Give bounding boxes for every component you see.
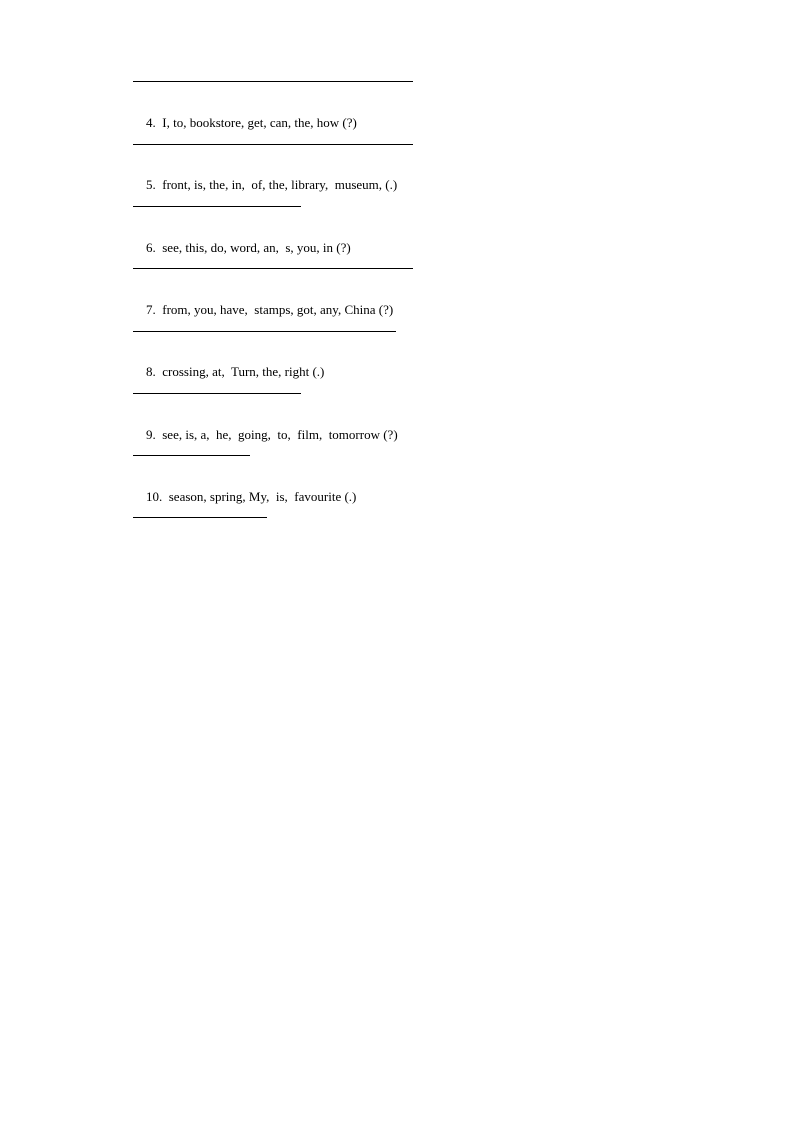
question-words: see, this, do, word, an, s, you, in (?) xyxy=(162,240,351,255)
answer-line-5[interactable] xyxy=(133,206,301,207)
question-words: season, spring, My, is, favourite (.) xyxy=(168,489,357,504)
question-separator: . xyxy=(152,427,163,442)
answer-line-7[interactable] xyxy=(133,331,396,332)
question-number: 5 xyxy=(146,177,153,192)
question-8 xyxy=(133,348,324,396)
question-separator: . xyxy=(152,302,163,317)
question-6 xyxy=(133,224,351,272)
answer-line-10[interactable] xyxy=(133,517,267,518)
question-5 xyxy=(133,161,397,209)
question-number: 9 xyxy=(146,427,153,442)
question-7 xyxy=(133,286,393,334)
question-9 xyxy=(133,411,398,459)
question-number: 6 xyxy=(146,240,153,255)
question-words: crossing, at, Turn, the, right (.) xyxy=(162,364,325,379)
answer-line-6[interactable] xyxy=(133,268,413,269)
question-separator: . xyxy=(152,115,163,130)
answer-line-8[interactable] xyxy=(133,393,301,394)
question-words: see, is, a, he, going, to, film, tomorrow (?) xyxy=(162,427,398,442)
answer-line-4[interactable] xyxy=(133,144,413,145)
question-words: I, to, bookstore, get, can, the, how (?) xyxy=(162,115,357,130)
question-number: 10 xyxy=(146,489,159,504)
question-number: 8 xyxy=(146,364,153,379)
question-4 xyxy=(133,99,357,147)
question-separator: . xyxy=(152,364,163,379)
question-separator: . xyxy=(152,240,163,255)
question-number: 4 xyxy=(146,115,153,130)
question-separator: . xyxy=(152,177,163,192)
answer-line-3[interactable] xyxy=(133,81,413,82)
question-separator: . xyxy=(159,489,169,504)
question-10 xyxy=(133,473,356,521)
answer-line-9[interactable] xyxy=(133,455,250,456)
question-words: from, you, have, stamps, got, any, China (?) xyxy=(162,302,394,317)
question-number: 7 xyxy=(146,302,153,317)
question-words: front, is, the, in, of, the, library, museum, (.) xyxy=(162,177,398,192)
